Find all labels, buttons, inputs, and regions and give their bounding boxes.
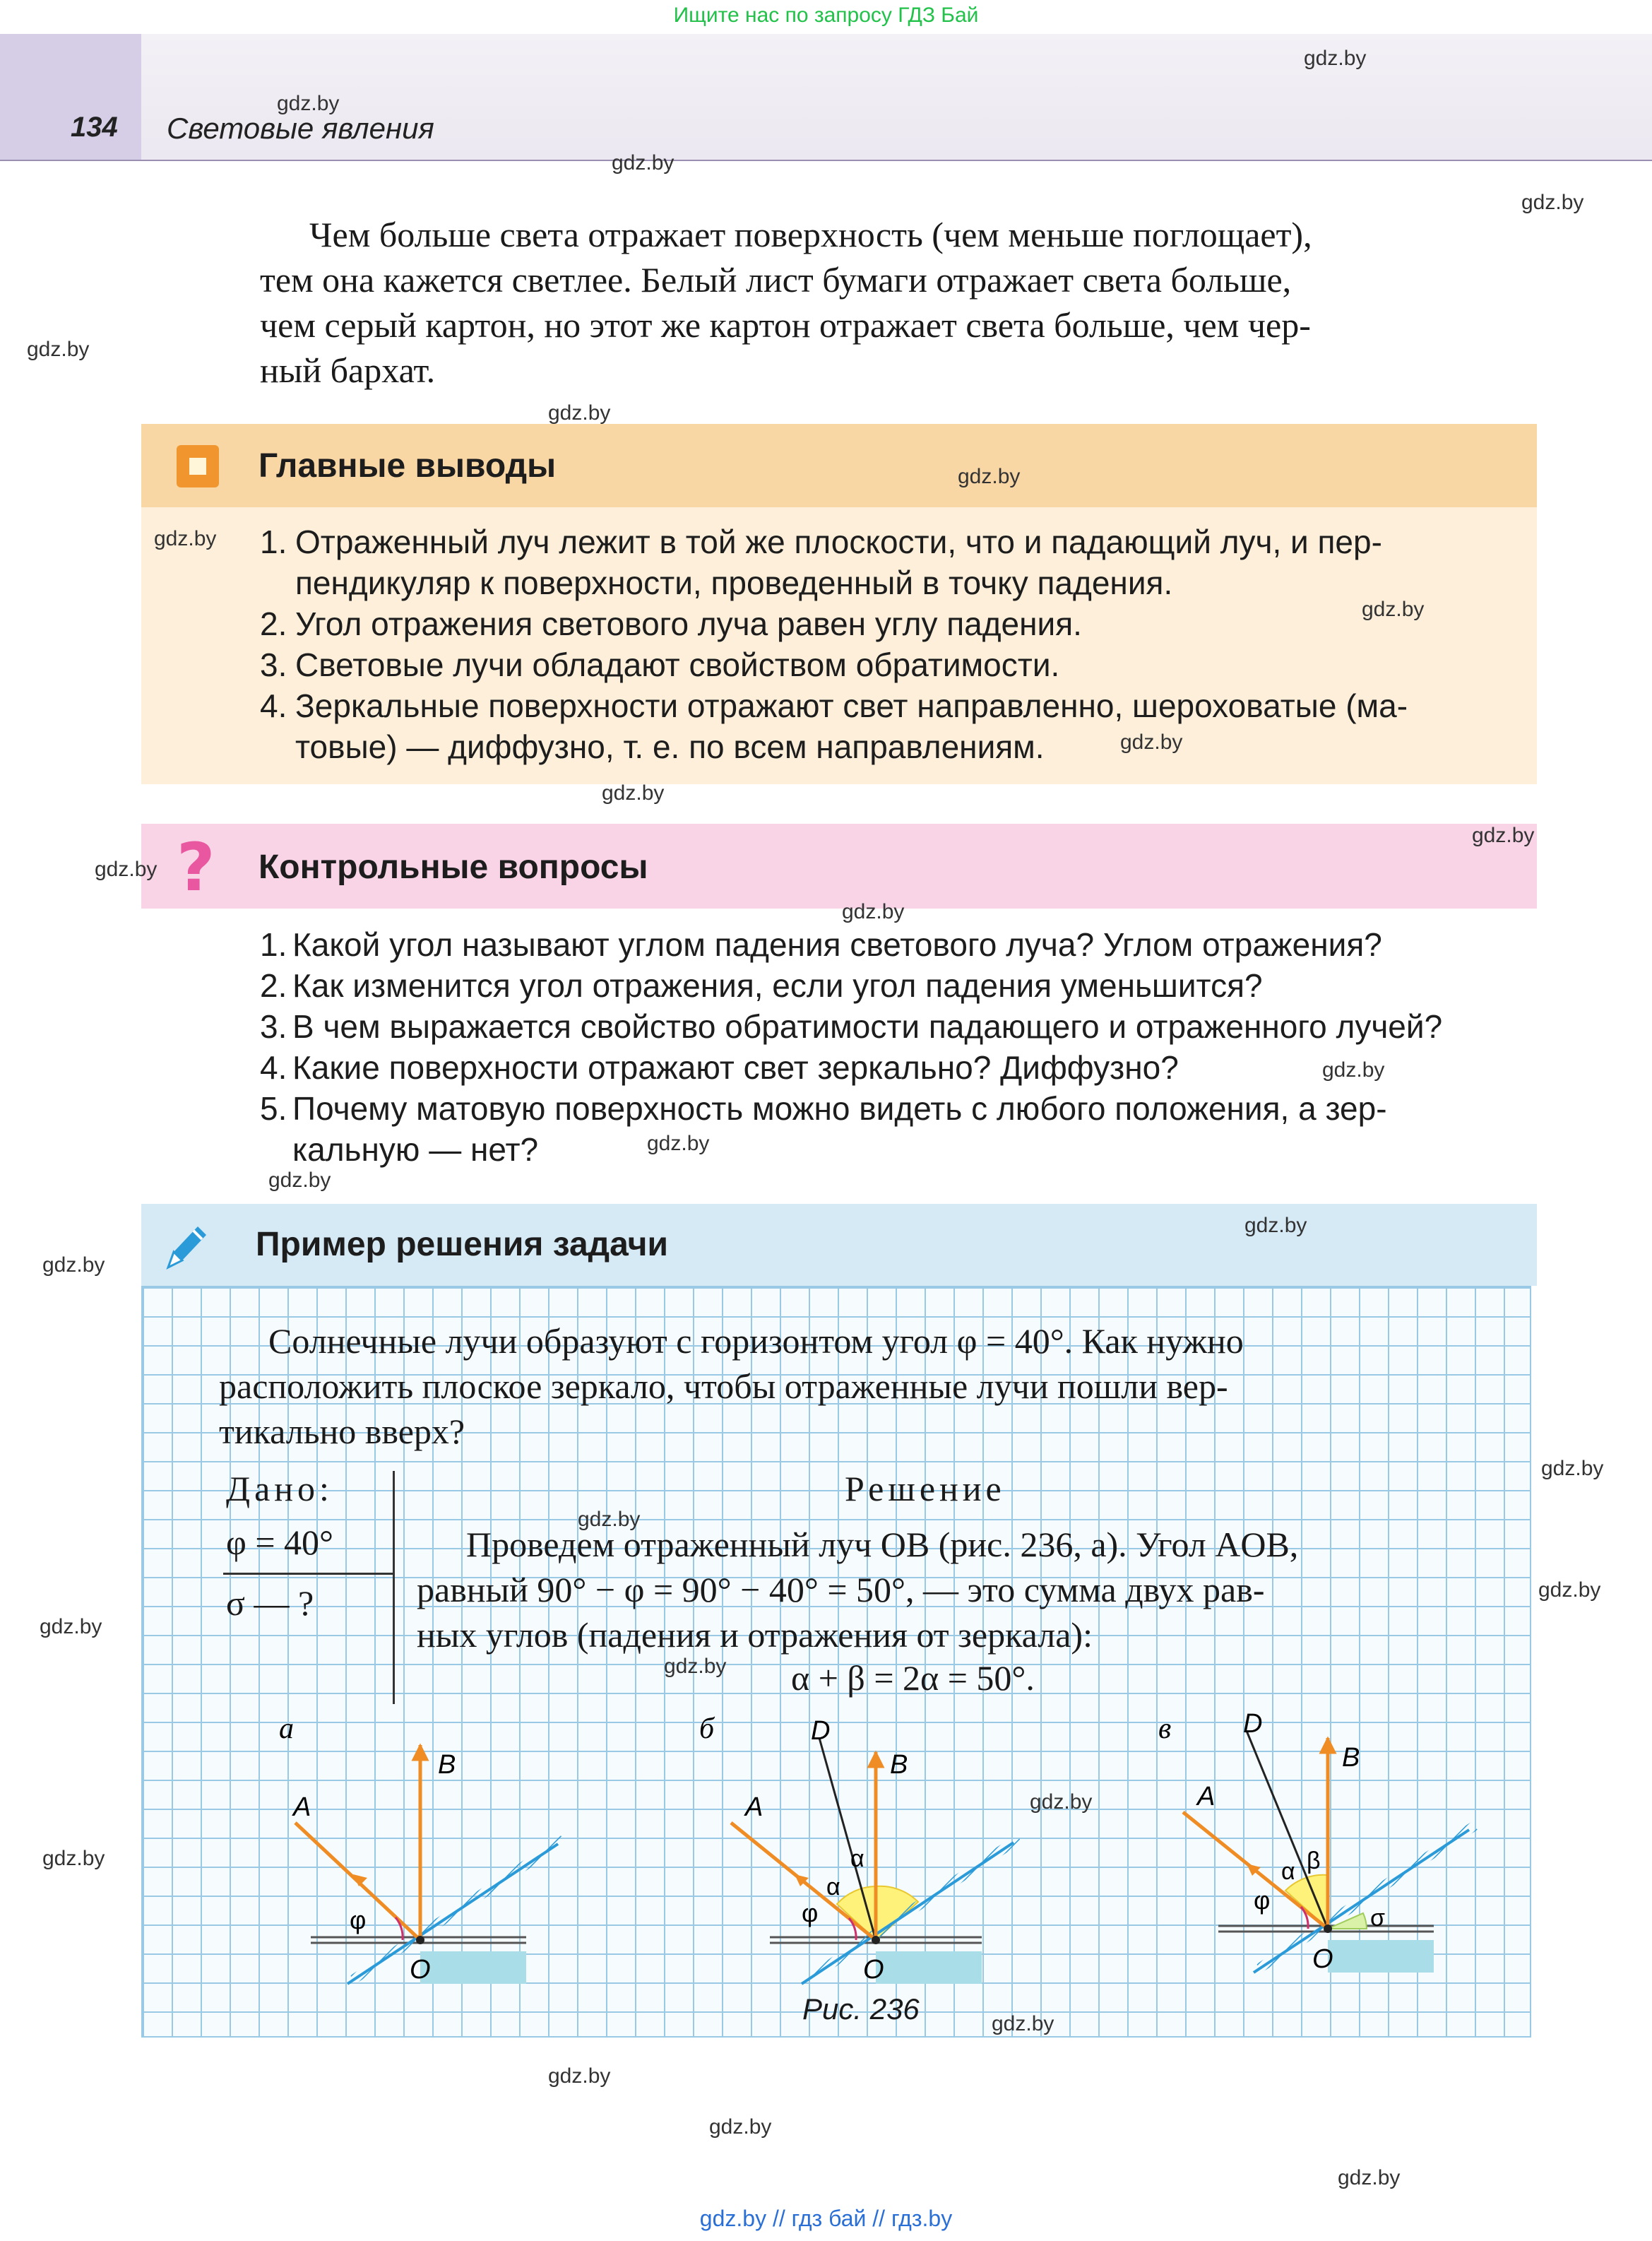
list-item: 1. Какой угол называют углом падения светового луча? Углом отражения? (260, 926, 1382, 963)
example-title: Пример решения задачи (256, 1226, 669, 1263)
solution-formula: α + β = 2α = 50°. (791, 1658, 1035, 1698)
list-item: 4. Какие поверхности отражают свет зеркально? Диффузно? (260, 1049, 1179, 1086)
panel-letter: а (279, 1713, 294, 1745)
watermark: gdz.by (27, 338, 90, 361)
watermark: gdz.by (1338, 2166, 1401, 2189)
solution-text (417, 1522, 1469, 1657)
svg-text:D: D (811, 1716, 831, 1746)
problem-line: Солнечные лучи образуют с горизонтом угол φ = 40°. Как нужно (268, 1321, 1244, 1361)
conclusions-list (260, 521, 1524, 767)
watermark: gdz.by (154, 527, 217, 550)
square-bullet-icon (177, 445, 219, 487)
label-O: O (410, 1955, 431, 1985)
svg-text:B: B (890, 1750, 908, 1780)
questions-header (141, 824, 1537, 909)
watermark: gdz.by (664, 1655, 727, 1678)
watermark: gdz.by (1472, 824, 1535, 847)
figure-panel-b (699, 1713, 1019, 1985)
given-label: Дано: (226, 1469, 333, 1508)
list-item: 1. Отраженный луч лежит в той же плоскости, что и падающий луч, и пер- пендикуляр к поверхности, проведенный в точку падения. (260, 524, 1382, 601)
top-banner[interactable]: Ищите нас по запросу ГДЗ Бай (673, 4, 979, 27)
panel-letter: б (699, 1713, 715, 1745)
watermark: gdz.by (42, 1847, 105, 1870)
figure-panel-a (279, 1713, 564, 1985)
svg-text:A: A (1197, 1782, 1216, 1811)
watermark: gdz.by (958, 465, 1021, 488)
questions-list (260, 924, 1524, 1170)
watermark: gdz.by (612, 151, 675, 175)
solution-line: равный 90° − φ = 90° − 40° = 50°, — это сумма двух рав- (417, 1570, 1265, 1609)
figure-236 (141, 1710, 1531, 1992)
watermark: gdz.by (548, 401, 611, 425)
watermark: gdz.by (647, 1132, 710, 1155)
watermark: gdz.by (578, 1508, 641, 1531)
list-item: 2. Угол отражения светового луча равен углу падения. (260, 605, 1082, 642)
header-divider (0, 160, 1652, 161)
panel-letter: в (1158, 1713, 1172, 1745)
list-item: 4. Зеркальные поверхности отражают свет направленно, шероховатые (ма- товые) — диффузно, т. е. по всем направлениям. (260, 687, 1408, 765)
intro-line: ный бархат. (260, 350, 436, 390)
intro-line: чем серый картон, но этот же картон отражает света больше, чем чер- (260, 305, 1311, 345)
watermark: gdz.by (1541, 1457, 1604, 1480)
watermark: gdz.by (709, 2115, 772, 2139)
svg-text:φ: φ (1254, 1886, 1271, 1915)
watermark: gdz.by (992, 2012, 1054, 2035)
svg-text:O: O (863, 1955, 884, 1985)
question-mark-icon: ? (177, 829, 215, 906)
footer-links[interactable]: gdz.by // гдз бай // гдз.by (699, 2206, 953, 2231)
conclusions-header (141, 424, 1537, 507)
given-divider-horizontal (223, 1573, 394, 1575)
given-find: σ — ? (226, 1583, 314, 1623)
svg-text:α: α (850, 1845, 864, 1872)
solution-label: Решение (845, 1469, 1006, 1508)
intro-line: Чем больше света отражает поверхность (чем меньше поглощает), (309, 215, 1312, 254)
mirror-base (420, 1951, 526, 1984)
watermark: gdz.by (40, 1615, 102, 1638)
problem-statement (219, 1318, 1455, 1454)
watermark: gdz.by (842, 900, 905, 923)
list-item: 3. В чем выражается свойство обратимости падающего и отраженного лучей? (260, 1008, 1443, 1045)
watermark: gdz.by (95, 858, 158, 881)
svg-text:O: O (1312, 1944, 1333, 1974)
intro-line: тем она кажется светлее. Белый лист бумаги отражает света больше, (260, 260, 1292, 300)
watermark: gdz.by (1244, 1214, 1307, 1237)
watermark: gdz.by (1538, 1578, 1601, 1602)
watermark: gdz.by (1030, 1790, 1093, 1814)
watermark: gdz.by (602, 781, 665, 805)
figure-caption: Рис. 236 (802, 1992, 920, 2026)
solution-line: ных углов (падения и отражения от зеркала): (417, 1615, 1093, 1655)
figure-panel-v (1158, 1710, 1475, 1974)
svg-text:φ: φ (802, 1898, 819, 1927)
watermark: gdz.by (268, 1169, 331, 1192)
svg-text:D: D (1243, 1710, 1263, 1739)
svg-text:σ: σ (1370, 1905, 1385, 1932)
problem-line: тикально вверх? (219, 1412, 465, 1451)
questions-title: Контрольные вопросы (259, 848, 648, 886)
watermark: gdz.by (1322, 1058, 1385, 1082)
watermark: gdz.by (1120, 731, 1183, 754)
label-A: A (293, 1792, 311, 1822)
intro-paragraph (260, 212, 1537, 393)
given-phi: φ = 40° (226, 1522, 334, 1562)
label-B: B (438, 1750, 456, 1780)
watermark: gdz.by (548, 2064, 611, 2088)
svg-text:α: α (826, 1874, 840, 1900)
point-O (416, 1936, 424, 1944)
given-divider-vertical (393, 1471, 395, 1704)
watermark: gdz.by (277, 92, 340, 115)
svg-text:α: α (1281, 1858, 1295, 1885)
solution-line: Проведем отраженный луч OB (рис. 236, a). Угол AOB, (466, 1525, 1299, 1564)
svg-text:β: β (1307, 1847, 1321, 1874)
svg-text:A: A (745, 1792, 763, 1822)
svg-text:B: B (1342, 1743, 1360, 1773)
watermark: gdz.by (1362, 598, 1425, 621)
watermark: gdz.by (42, 1253, 105, 1277)
pencil-icon (162, 1219, 212, 1273)
watermark: gdz.by (1521, 191, 1584, 214)
chapter-title: Световые явления (167, 112, 434, 145)
example-header (141, 1204, 1537, 1286)
conclusions-title: Главные выводы (259, 447, 557, 485)
page-number: 134 (71, 112, 118, 143)
watermark: gdz.by (1304, 47, 1367, 70)
problem-line: расположить плоское зеркало, чтобы отраженные лучи пошли вер- (219, 1366, 1228, 1406)
list-item: 5. Почему матовую поверхность можно видеть с любого положения, а зер- кальную — нет? (260, 1090, 1387, 1168)
label-phi: φ (350, 1905, 367, 1934)
list-item: 2. Как изменится угол отражения, если угол падения уменьшится? (260, 967, 1263, 1004)
list-item: 3. Световые лучи обладают свойством обратимости. (260, 646, 1060, 683)
